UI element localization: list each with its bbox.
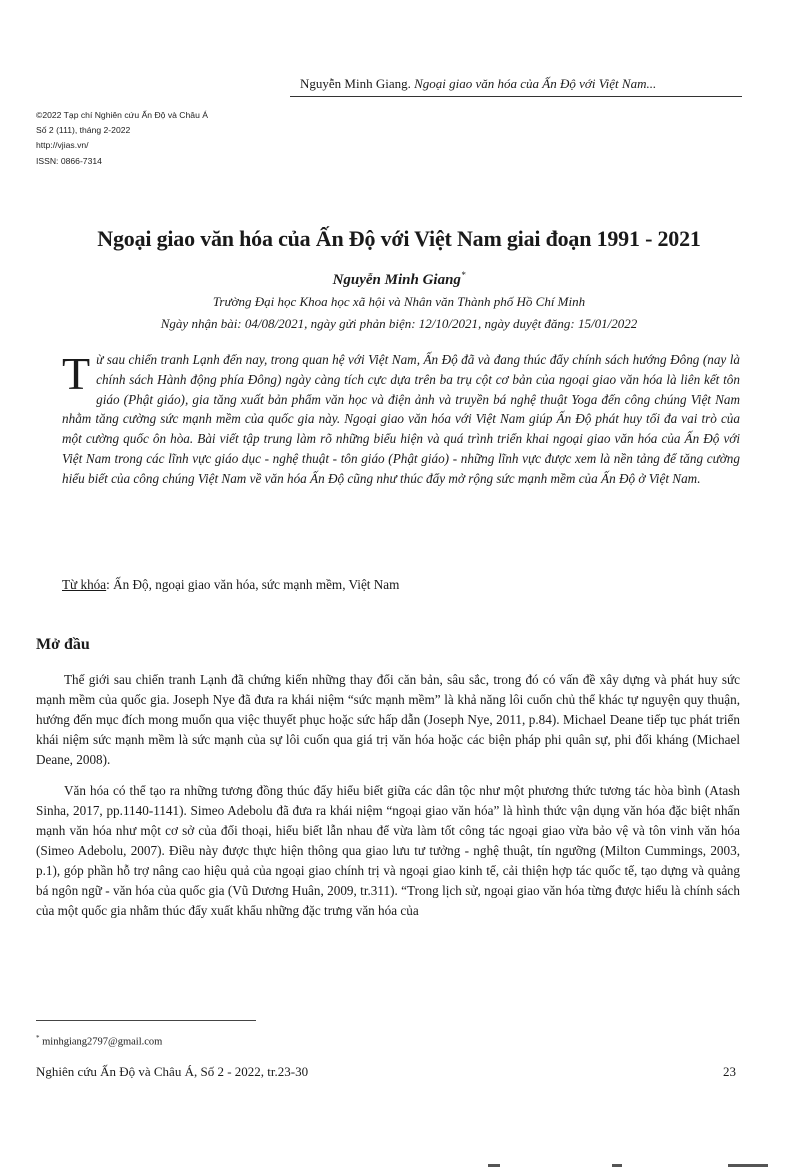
copyright-line: ©2022 Tạp chí Nghiên cứu Ấn Độ và Châu Á xyxy=(36,110,208,120)
page-footer xyxy=(36,1064,736,1080)
section-body xyxy=(36,670,740,932)
keywords-list: : Ấn Độ, ngoại giao văn hóa, sức mạnh mềm, Việt Nam xyxy=(106,577,400,592)
keywords-label: Từ khóa xyxy=(62,577,107,592)
journal-meta xyxy=(36,108,208,169)
abstract-text: ừ sau chiến tranh Lạnh đến nay, trong quan hệ với Việt Nam, Ấn Độ đã và đang thúc đẩy chính sách hướng Đông (nay là chính sách Hành động phía Đông) ngày càng tích cực dựa trên ba trụ cột cơ bản của ngoại giao văn hóa là liên kết tôn giáo (Phật giáo), gia tăng xuất bản phẩm văn học và điện ảnh và truyền bá nghệ thuật Yoga đến công chúng Việt Nam nhằm tăng cường sức mạnh mềm của quốc gia này. Ngoại giao văn hóa với Việt Nam giúp Ấn Độ phát huy tối đa vai trò của một cường quốc ôn hòa. Bài viết tập trung làm rõ những biểu hiện và quá trình triển khai ngoại giao văn hóa của Ấn Độ với Việt Nam trong các lĩnh vực giáo dục - nghệ thuật - tôn giáo (Phật giáo) - những lĩnh vực được xem là nền tảng để tăng cường hiểu biết của công chúng Việt Nam về văn hóa Ấn Độ cũng như thúc đẩy mở rộng sức mạnh mềm của Ấn Độ ở Việt Nam. xyxy=(62,352,740,486)
scan-mark xyxy=(728,1164,768,1167)
footnote xyxy=(36,1034,162,1048)
scan-mark xyxy=(612,1164,622,1167)
header-rule xyxy=(290,96,742,97)
abstract-dropcap: T xyxy=(62,348,91,399)
footnote-mark: * xyxy=(36,1034,40,1042)
journal-url[interactable]: http://vjias.vn/ xyxy=(36,140,89,151)
scan-mark xyxy=(488,1164,500,1167)
abstract xyxy=(62,350,740,489)
article-author xyxy=(40,270,758,289)
keywords xyxy=(62,577,740,593)
author-affiliation: Trường Đại học Khoa học xã hội và Nhân văn Thành phố Hồ Chí Minh xyxy=(212,294,586,309)
section-heading: Mở đầu xyxy=(36,636,90,653)
running-head-author: Nguyễn Minh Giang. xyxy=(300,76,411,91)
footnote-email: minhgiang2797@gmail.com xyxy=(39,1036,163,1048)
footnote-rule xyxy=(36,1020,256,1021)
body-paragraph: Thế giới sau chiến tranh Lạnh đã chứng kiến những thay đổi căn bản, sâu sắc, trong đó có vấn đề xây dựng và phát huy sức mạnh mềm của quốc gia. Joseph Nye đã đưa ra khái niệm “sức mạnh mềm” là khả năng lôi cuốn chủ thể khác tự nguyện quy thuận, hướng đến mục đích mong muốn qua việc thuyết phục hoặc sức hấp dẫn (Joseph Nye, 2011, p.84). Michael Deane tiếp tục phát triển khái niệm sức mạnh mềm là sức mạnh của sự lôi cuốn qua giá trị văn hóa hoặc các biện pháp phi quân sự, phi đối kháng (Michael Deane, 2008). xyxy=(36,672,740,767)
footer-journal: Nghiên cứu Ấn Độ và Châu Á, Số 2 - 2022, tr.23-30 xyxy=(36,1064,309,1079)
issn-line: ISSN: 0866-7314 xyxy=(36,155,102,166)
running-head-title: Ngoại giao văn hóa của Ấn Độ với Việt Nam... xyxy=(414,76,657,91)
author-footnote-mark: * xyxy=(460,270,466,280)
body-paragraph: Văn hóa có thể tạo ra những tương đồng thúc đẩy hiểu biết giữa các dân tộc như một phương thức tương tác hòa bình (Atash Sinha, 2017, pp.1140-1141). Simeo Adebolu đã đưa ra khái niệm “ngoại giao văn hóa” là hình thức vận dụng văn hóa đặc biệt nhấn mạnh văn hóa như một cơ sở của đối thoại, hiểu biết lẫn nhau để vừa làm tốt công tác ngoại giao vừa bảo vệ và tôn vinh văn hóa (Simeo Adebolu, 2007). Điều này được thực hiện thông qua giao lưu tư tưởng - nghệ thuật, tín ngưỡng (Milton Cummings, 2003, p.1), góp phần hỗ trợ nâng cao hiệu quả của ngoại giao chính trị và ngoại giao kinh tế, cải thiện hợp tác quốc tế, tạo dựng và quảng bá ngôn ngữ - văn hóa của quốc gia (Vũ Dương Huân, 2009, tr.311). “Trong lịch sử, ngoại giao văn hóa từng được hiểu là chính sách của một quốc gia nhằm thúc đẩy xuất khẩu những đặc trưng văn hóa của xyxy=(36,783,740,918)
author-name: Nguyễn Minh Giang xyxy=(332,272,461,288)
article-title: Ngoại giao văn hóa của Ấn Độ với Việt Nam giai đoạn 1991 - 2021 xyxy=(97,226,701,251)
running-head xyxy=(300,76,738,92)
issue-line: Số 2 (111), tháng 2-2022 xyxy=(36,125,131,136)
page-number: 23 xyxy=(723,1064,736,1079)
submission-dates: Ngày nhận bài: 04/08/2021, ngày gửi phản biện: 12/10/2021, ngày duyệt đăng: 15/01/2022 xyxy=(160,316,638,331)
